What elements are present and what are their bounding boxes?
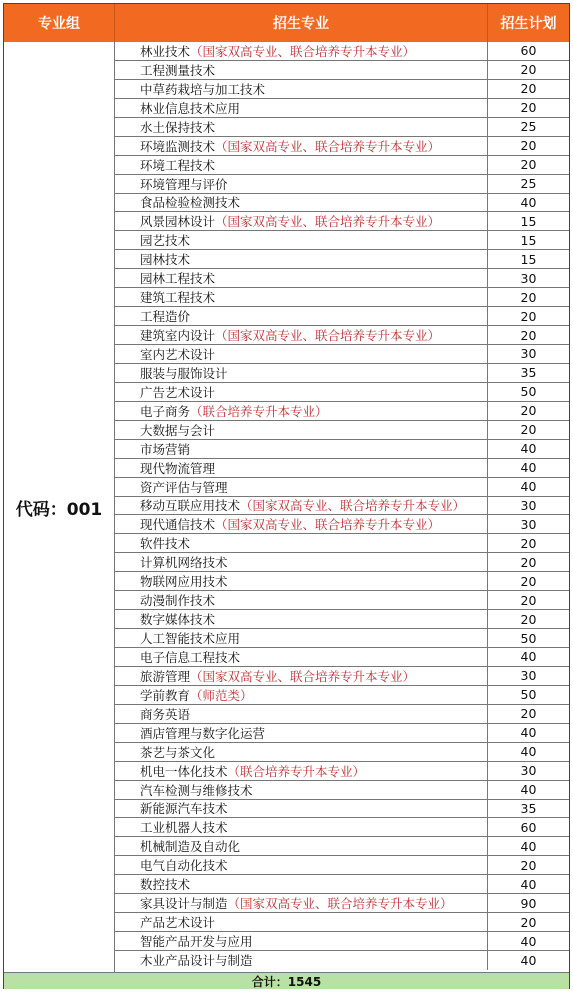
major-note: （联合培养专升本专业）	[227, 763, 366, 779]
major-name-cell	[115, 894, 488, 912]
table-row	[115, 932, 569, 951]
table-row	[115, 156, 569, 175]
plan-cell: 35	[520, 365, 537, 381]
plan-cell: 20	[520, 611, 537, 627]
table-row	[115, 269, 569, 288]
major-name: 木业产品设计与制造	[140, 953, 253, 969]
major-name-cell	[115, 212, 488, 230]
major-name: 工程测量技术	[140, 62, 216, 78]
table-row	[115, 137, 569, 156]
table-row	[115, 478, 569, 497]
major-name: 园林技术	[140, 252, 191, 268]
major-name: 广告艺术设计	[140, 384, 216, 400]
major-name: 茶艺与茶文化	[140, 744, 216, 760]
plan-cell: 20	[520, 289, 537, 305]
major-note: （国家双高专业、联合培养专升本专业）	[190, 668, 416, 684]
table-row	[115, 61, 569, 80]
plan-cell: 50	[520, 630, 537, 646]
major-name-cell	[115, 402, 488, 420]
plan-cell: 60	[520, 819, 537, 835]
major-name-cell	[115, 478, 488, 496]
major-name-cell	[115, 307, 488, 325]
plan-cell: 50	[520, 687, 537, 703]
major-name: 酒店管理与数字化运营	[140, 725, 266, 741]
major-name-cell	[115, 762, 488, 780]
major-note: （联合培养专升本专业）	[190, 403, 328, 419]
major-name: 学前教育	[140, 687, 191, 703]
major-name: 大数据与会计	[140, 422, 216, 438]
major-name: 机电一体化技术	[140, 763, 228, 779]
plan-cell: 60	[520, 43, 537, 59]
major-note: （师范类）	[190, 687, 253, 703]
total-row: 合计：1545	[4, 972, 569, 989]
major-name: 产品艺术设计	[140, 915, 216, 931]
plan-cell: 15	[520, 213, 537, 229]
major-name-cell	[115, 421, 488, 439]
table-row	[115, 837, 569, 856]
major-name-cell	[115, 156, 488, 174]
table-row	[115, 326, 569, 345]
table-row	[115, 99, 569, 118]
plan-cell: 20	[520, 914, 537, 930]
table-row	[115, 648, 569, 667]
table-row	[115, 212, 569, 231]
major-name-cell	[115, 800, 488, 818]
table-row	[115, 913, 569, 932]
plan-cell: 40	[520, 744, 537, 760]
major-name: 市场营销	[140, 441, 191, 457]
major-name-cell	[115, 364, 488, 382]
plan-cell: 90	[520, 895, 537, 911]
plan-cell: 40	[520, 952, 537, 968]
major-name: 旅游管理	[140, 668, 191, 684]
plan-cell: 20	[520, 157, 537, 173]
table-row	[115, 762, 569, 781]
major-name: 环境工程技术	[140, 157, 216, 173]
enrollment-table	[3, 3, 570, 989]
table-row	[115, 459, 569, 478]
major-name: 新能源汽车技术	[140, 801, 228, 817]
major-name-cell	[115, 345, 488, 363]
major-name-cell	[115, 137, 488, 155]
major-name: 电子信息工程技术	[140, 649, 241, 665]
major-name: 资产评估与管理	[140, 479, 228, 495]
major-name: 家具设计与制造	[140, 896, 228, 912]
major-note: （国家双高专业、联合培养专升本专业）	[215, 138, 441, 154]
major-name-cell	[115, 648, 488, 666]
major-name: 林业信息技术应用	[140, 100, 241, 116]
table-row	[115, 307, 569, 326]
plan-cell: 20	[520, 138, 537, 154]
major-name: 工业机器人技术	[140, 820, 228, 836]
major-name-cell	[115, 629, 488, 647]
major-name-cell	[115, 80, 488, 98]
plan-cell: 40	[520, 479, 537, 495]
plan-cell: 20	[520, 81, 537, 97]
table-row	[115, 402, 569, 421]
table-row	[115, 629, 569, 648]
major-name: 汽车检测与维修技术	[140, 782, 253, 798]
major-name-cell	[115, 781, 488, 799]
table-row	[115, 818, 569, 837]
major-name: 人工智能技术应用	[140, 631, 241, 647]
major-note: （国家双高专业、联合培养专升本专业）	[227, 896, 453, 912]
major-name-cell	[115, 440, 488, 458]
major-name: 电气自动化技术	[140, 858, 228, 874]
major-name-cell	[115, 743, 488, 761]
major-name: 商务英语	[140, 706, 191, 722]
major-name: 数字媒体技术	[140, 612, 216, 628]
major-name-cell	[115, 288, 488, 306]
table-row	[115, 497, 569, 516]
plan-cell: 15	[520, 251, 537, 267]
major-name: 智能产品开发与应用	[140, 934, 253, 950]
header-group: 专业组	[4, 4, 115, 42]
major-name-cell	[115, 856, 488, 874]
major-name-cell	[115, 99, 488, 117]
table-row	[115, 610, 569, 629]
major-name: 中草药栽培与加工技术	[140, 81, 266, 97]
major-name: 机械制造及自动化	[140, 839, 241, 855]
major-name-cell	[115, 231, 488, 249]
major-name-cell	[115, 705, 488, 723]
major-name-cell	[115, 269, 488, 287]
major-name: 服装与服饰设计	[140, 365, 228, 381]
plan-cell: 30	[520, 763, 537, 779]
table-row	[115, 194, 569, 213]
table-row	[115, 686, 569, 705]
major-note: （国家双高专业、联合培养专升本专业）	[240, 498, 466, 514]
plan-cell: 25	[520, 176, 537, 192]
major-name-cell	[115, 686, 488, 704]
table-row	[115, 42, 569, 61]
plan-cell: 20	[520, 422, 537, 438]
major-name-cell	[115, 515, 488, 533]
major-name-cell	[115, 932, 488, 950]
plan-cell: 20	[520, 857, 537, 873]
table-row	[115, 440, 569, 459]
major-name: 食品检验检测技术	[140, 195, 241, 211]
plan-cell: 40	[520, 194, 537, 210]
table-row	[115, 800, 569, 819]
table-row	[115, 345, 569, 364]
plan-cell: 15	[520, 232, 537, 248]
major-note: （国家双高专业、联合培养专升本专业）	[215, 517, 441, 533]
plan-cell: 20	[520, 592, 537, 608]
major-name: 林业技术	[140, 43, 191, 59]
major-name: 水土保持技术	[140, 119, 216, 135]
major-note: （国家双高专业、联合培养专升本专业）	[215, 328, 441, 344]
table-row	[115, 572, 569, 591]
table-row	[115, 781, 569, 800]
major-name: 现代物流管理	[140, 460, 216, 476]
plan-cell: 40	[520, 460, 537, 476]
table-row	[115, 591, 569, 610]
major-name-cell	[115, 818, 488, 836]
major-name: 工程造价	[140, 309, 191, 325]
table-row	[115, 743, 569, 762]
plan-cell: 30	[520, 270, 537, 286]
major-name: 移动互联应用技术	[140, 498, 241, 514]
table-row	[115, 724, 569, 743]
major-name: 电子商务	[140, 403, 191, 419]
table-row	[115, 383, 569, 402]
header-plan: 招生计划	[500, 16, 557, 32]
table-row	[115, 875, 569, 894]
major-note: （国家双高专业、联合培养专升本专业）	[190, 43, 416, 59]
major-note: （国家双高专业、联合培养专升本专业）	[215, 214, 441, 230]
major-name: 环境管理与评价	[140, 176, 228, 192]
plan-cell: 30	[520, 346, 537, 362]
table-row	[115, 288, 569, 307]
plan-cell: 20	[520, 706, 537, 722]
table-row	[115, 534, 569, 553]
major-name-cell	[115, 42, 488, 60]
major-name: 动漫制作技术	[140, 593, 216, 609]
plan-cell: 20	[520, 327, 537, 343]
plan-cell: 40	[520, 441, 537, 457]
table-row	[115, 894, 569, 913]
major-name-cell	[115, 875, 488, 893]
plan-cell: 40	[520, 933, 537, 949]
plan-cell: 30	[520, 668, 537, 684]
plan-cell: 40	[520, 649, 537, 665]
major-name-cell	[115, 175, 488, 193]
table-row	[115, 951, 569, 970]
major-name-cell	[115, 250, 488, 268]
table-body	[115, 42, 569, 972]
major-name-cell	[115, 572, 488, 590]
plan-cell: 20	[520, 535, 537, 551]
major-name: 园林工程技术	[140, 271, 216, 287]
plan-cell: 20	[520, 100, 537, 116]
major-name: 风景园林设计	[140, 214, 216, 230]
table-row	[115, 553, 569, 572]
major-name-cell	[115, 497, 488, 515]
major-name-cell	[115, 326, 488, 344]
plan-cell: 20	[520, 573, 537, 589]
major-name-cell	[115, 951, 488, 970]
table-row	[115, 421, 569, 440]
plan-cell: 35	[520, 800, 537, 816]
major-name-cell	[115, 591, 488, 609]
major-name: 建筑室内设计	[140, 328, 216, 344]
major-name: 数控技术	[140, 877, 191, 893]
major-name: 园艺技术	[140, 233, 191, 249]
header-major: 招生专业	[115, 4, 488, 42]
group-code-cell: 代码：001	[4, 42, 115, 972]
major-name-cell	[115, 383, 488, 401]
plan-cell: 20	[520, 62, 537, 78]
major-name-cell	[115, 459, 488, 477]
plan-cell: 40	[520, 876, 537, 892]
plan-cell: 40	[520, 782, 537, 798]
table-row	[115, 667, 569, 686]
major-name: 计算机网络技术	[140, 555, 228, 571]
plan-cell: 50	[520, 384, 537, 400]
plan-cell: 40	[520, 838, 537, 854]
plan-cell: 20	[520, 308, 537, 324]
plan-cell: 25	[520, 119, 537, 135]
major-name: 建筑工程技术	[140, 290, 216, 306]
table-row	[115, 364, 569, 383]
major-name-cell	[115, 913, 488, 931]
plan-cell: 20	[520, 403, 537, 419]
major-name-cell	[115, 61, 488, 79]
plan-cell: 40	[520, 725, 537, 741]
table-row	[115, 231, 569, 250]
major-name-cell	[115, 837, 488, 855]
table-row	[115, 80, 569, 99]
major-name-cell	[115, 724, 488, 742]
major-name-cell	[115, 118, 488, 136]
table-row	[115, 175, 569, 194]
major-name: 现代通信技术	[140, 517, 216, 533]
plan-cell: 30	[520, 516, 537, 532]
major-name-cell	[115, 194, 488, 212]
major-name-cell	[115, 667, 488, 685]
major-name-cell	[115, 534, 488, 552]
table-row	[115, 118, 569, 137]
table-header	[4, 4, 569, 42]
major-name: 室内艺术设计	[140, 346, 216, 362]
table-row	[115, 250, 569, 269]
major-name: 环境监测技术	[140, 138, 216, 154]
table-row	[115, 515, 569, 534]
plan-cell: 20	[520, 554, 537, 570]
major-name-cell	[115, 610, 488, 628]
major-name-cell	[115, 553, 488, 571]
table-row	[115, 705, 569, 724]
table-row	[115, 856, 569, 875]
major-name: 物联网应用技术	[140, 574, 228, 590]
plan-cell: 30	[520, 497, 537, 513]
major-name: 软件技术	[140, 536, 191, 552]
